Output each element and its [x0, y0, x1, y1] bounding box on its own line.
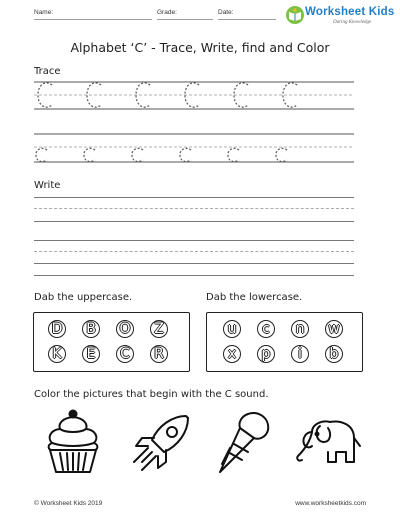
dab-circle-uppercase[interactable]: E	[82, 345, 100, 363]
grade-field[interactable]	[157, 19, 213, 20]
footer-copyright: © Worksheet Kids 2019	[34, 500, 103, 507]
dab-uppercase-heading: Dab the uppercase.	[34, 292, 133, 303]
trace-letter-C	[136, 83, 150, 107]
trace-lowercase-row	[30, 122, 360, 168]
color-heading: Color the pictures that begin with the C sound.	[34, 389, 269, 400]
dab-circle-lowercase[interactable]: i	[291, 345, 309, 363]
trace-letter-c	[228, 148, 239, 161]
dab-circle-lowercase[interactable]: n	[291, 320, 309, 338]
logo-name: Worksheet Kids	[305, 6, 395, 18]
write-heading: Write	[34, 180, 61, 191]
dab-circle-lowercase[interactable]: b	[325, 345, 343, 363]
trace-letter-c	[84, 148, 95, 161]
name-label: Name:	[34, 9, 54, 16]
trace-letter-c	[36, 148, 47, 161]
dab-circle-uppercase[interactable]: B	[82, 320, 100, 338]
uppercase-dab-box	[33, 312, 190, 372]
dab-circle-uppercase[interactable]: C	[116, 345, 134, 363]
grade-label: Grade:	[157, 9, 177, 16]
trace-uppercase-row	[30, 76, 360, 116]
trace-letter-c	[132, 148, 143, 161]
dab-circle-lowercase[interactable]: w	[325, 320, 343, 338]
book-icon	[285, 5, 305, 25]
trace-letter-c	[276, 148, 287, 161]
dab-circle-uppercase[interactable]: D	[48, 320, 66, 338]
name-field[interactable]	[34, 19, 152, 20]
footer-website[interactable]: www.worksheetkids.com	[295, 500, 366, 507]
trace-heading: Trace	[34, 66, 61, 77]
ice-cream-cone-icon[interactable]	[208, 408, 274, 478]
dab-circle-uppercase[interactable]: Z	[150, 320, 168, 338]
dab-circle-uppercase[interactable]: K	[48, 345, 66, 363]
dab-circle-uppercase[interactable]: O	[116, 320, 134, 338]
trace-letter-c	[180, 148, 191, 161]
cupcake-icon[interactable]	[40, 408, 106, 476]
dab-circle-lowercase[interactable]: p	[257, 345, 275, 363]
dab-circle-lowercase[interactable]: c	[257, 320, 275, 338]
logo-tagline: Daring Knowledge	[333, 20, 372, 25]
page-title: Alphabet ‘C’ - Trace, Write, find and Color	[70, 40, 330, 55]
worksheet-kids-logo	[283, 3, 395, 37]
date-label: Date:	[218, 9, 234, 16]
rocket-icon[interactable]	[128, 408, 196, 476]
dab-lowercase-heading: Dab the lowercase.	[206, 292, 303, 303]
dab-circle-lowercase[interactable]: u	[223, 320, 241, 338]
lowercase-dab-box	[206, 312, 363, 372]
elephant-icon[interactable]	[290, 412, 362, 472]
dab-circle-lowercase[interactable]: x	[223, 345, 241, 363]
dab-circle-uppercase[interactable]: R	[150, 345, 168, 363]
date-field[interactable]	[218, 19, 276, 20]
